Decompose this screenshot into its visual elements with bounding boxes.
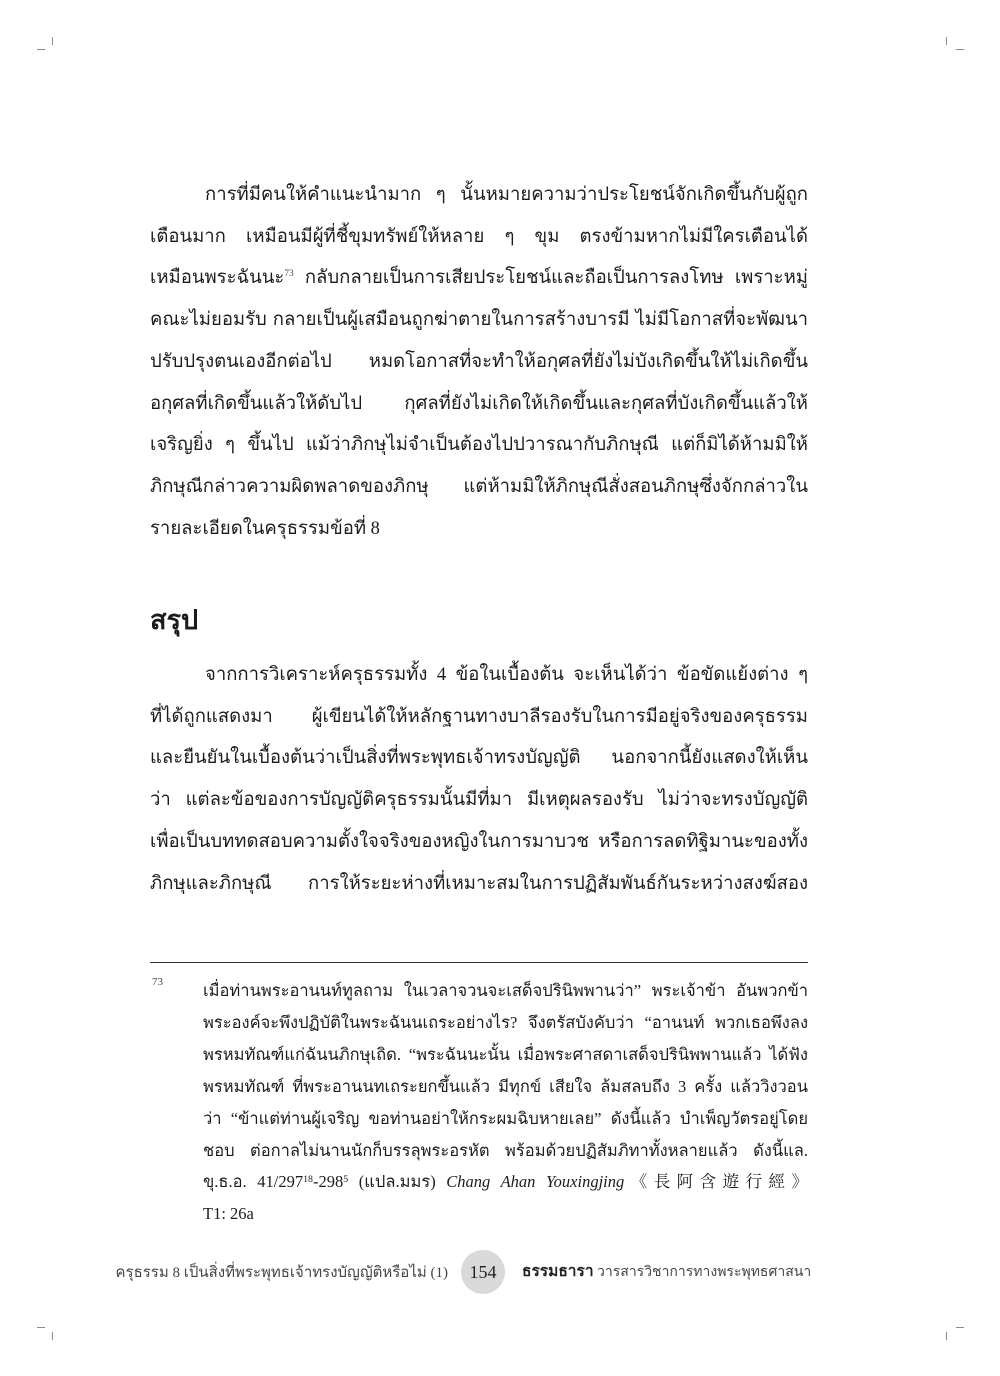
citation-translation: (แปล.มมร) — [358, 1172, 436, 1192]
crop-mark — [946, 1332, 947, 1340]
footnote-line: T1: 26a — [203, 1204, 254, 1224]
crop-mark — [946, 37, 947, 45]
body-text — [150, 0, 808, 930]
paragraph-line: ที่ได้ถูกแสดงมา ผู้เขียนได้ให้หลักฐานทางบาลีรองรับในการมีอยู่จริงของครุธรรม — [150, 706, 808, 727]
paragraph-1 — [150, 175, 808, 550]
footnote-divider — [150, 962, 808, 963]
footnote-line: ชอบ ต่อกาลไม่นานนักก็บรรลุพระอรหัต พร้อมด้วยปฏิสัมภิทาทั้งหลายแล้ว ดังนี้แล. — [203, 1140, 808, 1160]
paragraph-line: เพื่อเป็นบททดสอบความตั้งใจจริงของหญิงในการมาบวช หรือการลดทิฐิมานะของทั้ง — [150, 831, 808, 852]
crop-mark — [37, 49, 45, 50]
paragraph-line: การที่มีคนให้คำแนะนำมาก ๆ นั้นหมายความว่าประโยชน์จักเกิดขึ้นกับผู้ถูก — [205, 185, 808, 205]
crop-mark — [37, 1327, 45, 1328]
section-heading: สรุป — [150, 605, 199, 635]
paragraph-line: คณะไม่ยอมรับ กลายเป็นผู้เสมือนถูกฆ่าตายในการสร้างบารมี ไม่มีโอกาสที่จะพัฒนา — [150, 310, 808, 331]
journal-subtitle: วารสารวิชาการทางพระพุทธศาสนา — [597, 1265, 812, 1280]
citation-ref-end-sup: 5 — [343, 1173, 349, 1185]
paragraph-line: เตือนมาก เหมือนมีผู้ที่ชี้ขุมทรัพย์ให้หลาย ๆ ขุม ตรงข้ามหากไม่มีใครเตือนได้ — [150, 226, 808, 247]
journal-name: ธรรมธารา — [522, 1263, 594, 1280]
line-text: เหมือนพระฉันนะ — [150, 268, 285, 289]
footnote-line: พระองค์จะพึงปฏิบัติในพระฉันนเถระอย่างไร? จึงตรัสบังคับว่า “อานนท์ พวกเธอพึงลง — [203, 1012, 808, 1032]
paragraph-line — [150, 258, 808, 300]
footnote-number: 73 — [152, 976, 163, 988]
paragraph-line: ภิกษุและภิกษุณี การให้ระยะห่างที่เหมาะสมในการปฏิสัมพันธ์กันระหว่างสงฆ์สอง — [150, 873, 808, 894]
paragraph-line: ปรับปรุงตนเองอีกต่อไป หมดโอกาสที่จะทำให้อกุศลที่ยังไม่บังเกิดขึ้นให้ไม่เกิดขึ้น — [150, 351, 808, 372]
journal-title — [522, 1262, 811, 1283]
paragraph-line: ภิกษุณีกล่าวความผิดพลาดของภิกษุ แต่ห้ามมิให้ภิกษุณีสั่งสอนภิกษุซึ่งจักกล่าวใน — [150, 476, 808, 497]
paragraph-line: และยืนยันในเบื้องต้นว่าเป็นสิ่งที่พระพุทธเจ้าทรงบัญญัติ นอกจากนี้ยังแสดงให้เห็น — [150, 748, 808, 769]
crop-mark — [956, 49, 964, 50]
paragraph-line: รายละเอียดในครุธรรมข้อที่ 8 — [150, 518, 380, 539]
footnote-line: เมื่อท่านพระอานนท์ทูลถาม ในเวลาจวนจะเสด็จปรินิพพานว่า” พระเจ้าข้า อันพวกข้า — [203, 981, 808, 1000]
footnote-line: พรหมทัณฑ์แก่ฉันนภิกษุเถิด. “พระฉันนะนั้น เมื่อพระศาสดาเสด็จปรินิพพานแล้ว ได้ฟัง — [203, 1044, 808, 1064]
crop-mark — [52, 37, 53, 45]
citation-ref-end: -298 — [312, 1172, 344, 1192]
footnote-line: พรหมทัณฑ์ ที่พระอานนทเถระยกขึ้นแล้ว มีทุกข์ เสียใจ ล้มสลบถึง 3 ครั้ง แล้ววิงวอน — [203, 1076, 808, 1096]
paragraph-line: จากการวิเคราะห์ครุธรรมทั้ง 4 ข้อในเบื้องต้น จะเห็นได้ว่า ข้อขัดแย้งต่าง ๆ — [205, 665, 808, 685]
line-text: กลับกลายเป็นการเสียประโยชน์และถือเป็นการลงโทษ เพราะหมู่ — [293, 268, 808, 289]
footnote-line: ว่า “ข้าแต่ท่านผู้เจริญ ขอท่านอย่าให้กระผมฉิบหายเลย” ดังนี้แล้ว บำเพ็ญวัตรอยู่โดย — [203, 1108, 808, 1128]
paragraph-line: อกุศลที่เกิดขึ้นแล้วให้ดับไป กุศลที่ยังไม่เกิดให้เกิดขึ้นและกุศลที่บังเกิดขึ้นแล้วให้ — [150, 393, 808, 414]
page-number-badge — [461, 1250, 505, 1294]
citation-ref-start-sup: 18 — [303, 1173, 313, 1185]
citation-ref-start: 41/297 — [257, 1172, 304, 1192]
page-number: 154 — [469, 1262, 497, 1282]
paragraph-line: เจริญยิ่ง ๆ ขึ้นไป แม้ว่าภิกษุไม่จำเป็นต้องไปปวารณากับภิกษุณี แต่ก็มิได้ห้ามมิให้ — [150, 435, 808, 456]
citation-source: ขุ.ธ.อ. — [203, 1172, 247, 1192]
footnote-reference: 73 — [284, 269, 294, 280]
footnote-citation — [203, 1166, 808, 1198]
paragraph-line: ว่า แต่ละข้อของการบัญญัติครุธรรมนั้นมีที่มา มีเหตุผลรองรับ ไม่ว่าจะทรงบัญญัติ — [150, 790, 808, 811]
paragraph-2 — [150, 655, 808, 905]
footnote — [203, 975, 808, 1230]
crop-mark — [956, 1327, 964, 1328]
crop-mark — [52, 1332, 53, 1340]
citation-title-romanized: Chang Ahan Youxingjing — [446, 1172, 625, 1192]
running-title: ครุธรรม 8 เป็นสิ่งที่พระพุทธเจ้าทรงบัญญัติหรือไม่ (1) — [115, 1265, 448, 1281]
citation-title-chinese: 《長阿含遊行經》 — [624, 1172, 808, 1192]
